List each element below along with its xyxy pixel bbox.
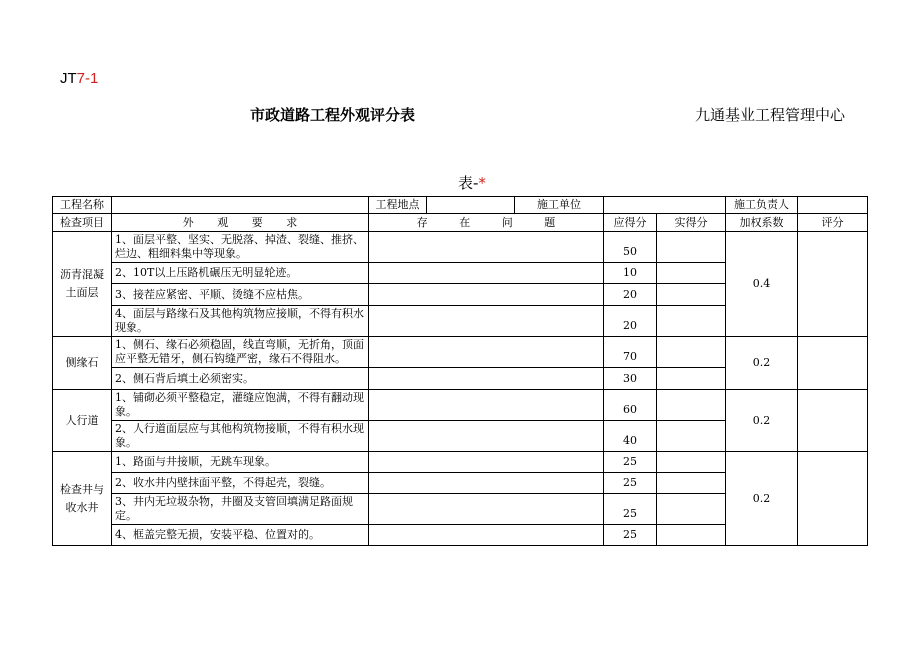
rating-cell[interactable] xyxy=(798,337,868,390)
actual-score-cell[interactable] xyxy=(657,232,726,263)
actual-score-header: 实得分 xyxy=(657,214,726,232)
issue-cell[interactable] xyxy=(369,263,604,284)
rating-header: 评分 xyxy=(798,214,868,232)
max-score: 60 xyxy=(604,390,657,421)
issue-cell[interactable] xyxy=(369,525,604,546)
weight-value: 0.2 xyxy=(726,390,798,452)
issue-cell[interactable] xyxy=(369,421,604,452)
issue-cell[interactable] xyxy=(369,232,604,263)
requirement-text: 1、侧石、缘石必须稳固，线直弯顺，无折角，顶面应平整无错牙，侧石钩缝严密，缘石不得阻水。 xyxy=(112,337,369,368)
requirement-text: 1、路面与井接顺，无跳车现象。 xyxy=(112,452,369,473)
header-row xyxy=(53,214,868,232)
requirement-text: 3、井内无垃圾杂物，井圈及支管回填满足路面规定。 xyxy=(112,494,369,525)
table-label xyxy=(458,172,486,193)
issue-cell[interactable] xyxy=(369,494,604,525)
form-code xyxy=(60,70,98,87)
max-score: 10 xyxy=(604,263,657,284)
max-score: 70 xyxy=(604,337,657,368)
issue-cell[interactable] xyxy=(369,284,604,306)
max-score: 25 xyxy=(604,452,657,473)
max-score: 25 xyxy=(604,473,657,494)
info-row xyxy=(53,197,868,214)
max-score: 50 xyxy=(604,232,657,263)
table-row xyxy=(53,452,868,473)
requirement-text: 1、面层平整、坚实、无脱落、掉渣、裂缝、推挤、烂边、粗细料集中等现象。 xyxy=(112,232,369,263)
requirement-text: 1、铺砌必须平整稳定，灌缝应饱满，不得有翻动现象。 xyxy=(112,390,369,421)
actual-score-cell[interactable] xyxy=(657,263,726,284)
actual-score-cell[interactable] xyxy=(657,473,726,494)
max-score: 40 xyxy=(604,421,657,452)
page-title: 市政道路工程外观评分表 xyxy=(250,106,416,124)
section-name: 检查井与收水井 xyxy=(53,452,112,546)
issue-cell[interactable] xyxy=(369,368,604,390)
weight-value: 0.2 xyxy=(726,337,798,390)
contractor-value[interactable] xyxy=(604,197,726,214)
site-manager-label: 施工负责人 xyxy=(726,197,798,214)
issue-cell[interactable] xyxy=(369,473,604,494)
actual-score-cell[interactable] xyxy=(657,284,726,306)
section-name: 沥青混凝土面层 xyxy=(53,232,112,337)
actual-score-cell[interactable] xyxy=(657,452,726,473)
actual-score-cell[interactable] xyxy=(657,390,726,421)
requirement-text: 2、10T以上压路机碾压无明显轮迹。 xyxy=(112,263,369,284)
organization-name: 九通基业工程管理中心 xyxy=(695,106,846,124)
table-label-text: 表- xyxy=(458,174,479,192)
max-score: 20 xyxy=(604,284,657,306)
project-location-label: 工程地点 xyxy=(369,197,427,214)
requirement-text: 2、收水井内壁抹面平整，不得起壳，裂缝。 xyxy=(112,473,369,494)
weight-header: 加权系数 xyxy=(726,214,798,232)
max-score: 25 xyxy=(604,525,657,546)
form-code-number: 7-1 xyxy=(76,70,99,87)
actual-score-cell[interactable] xyxy=(657,368,726,390)
table-row xyxy=(53,390,868,421)
actual-score-cell[interactable] xyxy=(657,306,726,337)
evaluation-table xyxy=(52,196,868,546)
form-code-prefix: JT xyxy=(60,70,77,87)
issue-cell[interactable] xyxy=(369,452,604,473)
weight-value: 0.2 xyxy=(726,452,798,546)
requirements-header: 外 观 要 求 xyxy=(112,214,369,232)
actual-score-cell[interactable] xyxy=(657,421,726,452)
rating-cell[interactable] xyxy=(798,390,868,452)
rating-cell[interactable] xyxy=(798,452,868,546)
requirement-text: 2、侧石背后填土必须密实。 xyxy=(112,368,369,390)
max-score: 25 xyxy=(604,494,657,525)
weight-value: 0.4 xyxy=(726,232,798,337)
item-header: 检查项目 xyxy=(53,214,112,232)
max-score-header: 应得分 xyxy=(604,214,657,232)
actual-score-cell[interactable] xyxy=(657,337,726,368)
section-name: 人行道 xyxy=(53,390,112,452)
actual-score-cell[interactable] xyxy=(657,525,726,546)
issues-header: 存 在 问 题 xyxy=(369,214,604,232)
requirement-text: 4、框盖完整无损，安装平稳、位置对的。 xyxy=(112,525,369,546)
requirement-text: 2、人行道面层应与其他构筑物接顺，不得有积水现象。 xyxy=(112,421,369,452)
rating-cell[interactable] xyxy=(798,232,868,337)
issue-cell[interactable] xyxy=(369,390,604,421)
table-label-mark: * xyxy=(478,174,486,192)
contractor-label: 施工单位 xyxy=(515,197,604,214)
max-score: 20 xyxy=(604,306,657,337)
requirement-text: 4、面层与路缘石及其他构筑物应接顺，不得有积水现象。 xyxy=(112,306,369,337)
max-score: 30 xyxy=(604,368,657,390)
project-location-value[interactable] xyxy=(427,197,515,214)
issue-cell[interactable] xyxy=(369,337,604,368)
site-manager-value[interactable] xyxy=(798,197,868,214)
project-name-label: 工程名称 xyxy=(53,197,112,214)
table-row xyxy=(53,232,868,263)
project-name-value[interactable] xyxy=(112,197,369,214)
section-name: 侧缘石 xyxy=(53,337,112,390)
actual-score-cell[interactable] xyxy=(657,494,726,525)
table-row xyxy=(53,337,868,368)
issue-cell[interactable] xyxy=(369,306,604,337)
requirement-text: 3、接茬应紧密、平顺、烫缝不应枯焦。 xyxy=(112,284,369,306)
